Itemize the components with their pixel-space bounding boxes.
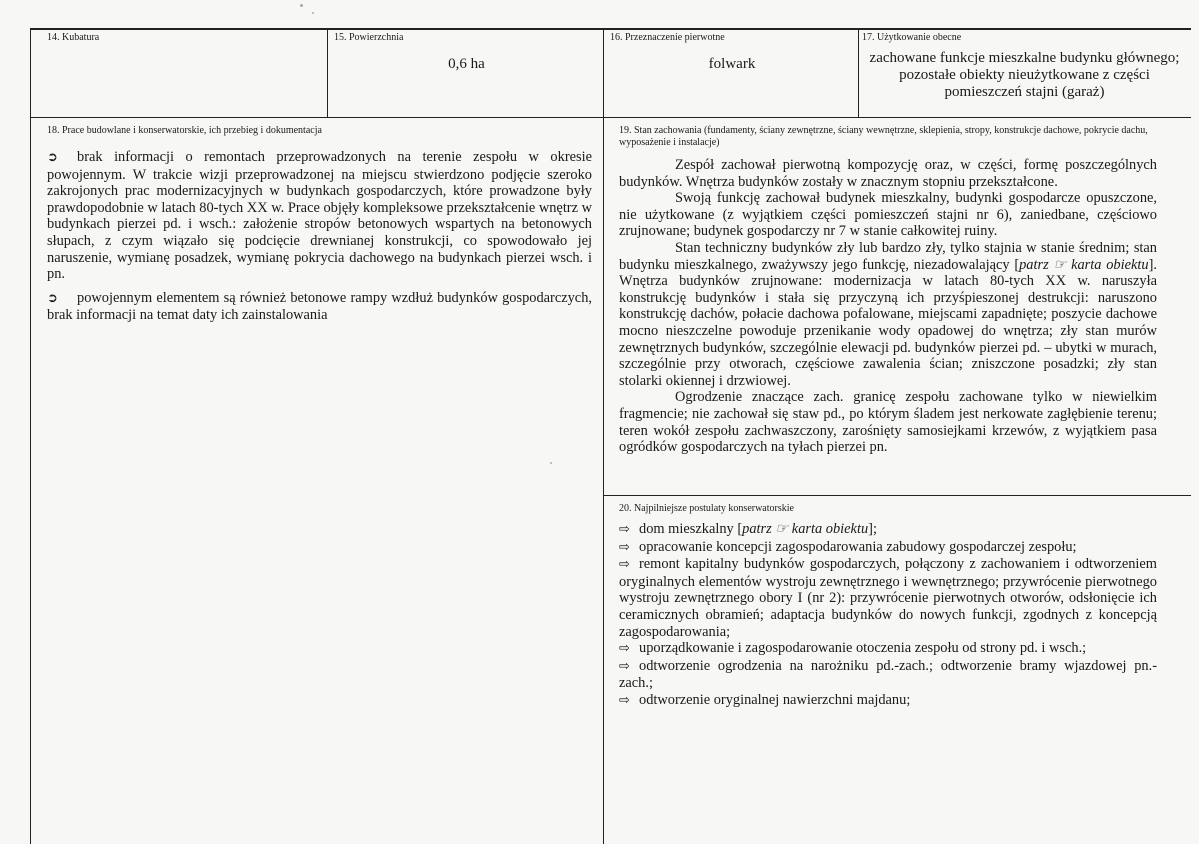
paragraph xyxy=(619,240,1157,389)
row-divider-2 xyxy=(603,495,1191,496)
paragraph: Zespół zachował pierwotną kompozycję oraz, w części, formę poszczególnych budynków. Wnętrza budynków zostały w znacznym stopniu przekształcone. xyxy=(619,157,1157,190)
field-16-original-purpose xyxy=(610,32,854,112)
circled-arrow-icon: ➲ xyxy=(47,150,58,165)
postulate-item xyxy=(619,658,1157,692)
postulate-item xyxy=(619,539,1157,557)
paragraph: Ogrodzenie znaczące zach. granicę zespołu zachowane tylko w niewielkim fragmencie; nie zachował się staw pd., po którym śladem jest nerkowate zagłębienie terenu; teren wokół zespołu zachwaszczony, zarośnięty samosiejkami krzewów, z wyjątkiem pasa ogródków gospodarczych na tyłach pierzei pn. xyxy=(619,389,1157,456)
column-divider-15 xyxy=(327,28,328,118)
field-17-value: zachowane funkcje mieszkalne budynku głównego; pozostałe obiekty nieużytkowane z części pomieszczeń stajni (garaż) xyxy=(869,50,1180,100)
field-15-value: 0,6 ha xyxy=(448,56,485,72)
list-item-text: powojennym elementem są również betonowe rampy wzdłuż budynków gospodarczych, brak informacji na temat daty ich zainstalowania xyxy=(47,289,592,324)
field-17-label: 17. Użytkowanie obecne xyxy=(862,32,962,43)
field-15-label: 15. Powierzchnia xyxy=(334,32,404,43)
postulate-text: odtworzenie oryginalnej nawierzchni majdanu; xyxy=(639,691,911,708)
field-19-label: 19. Stan zachowania (fundamenty, ściany zewnętrzne, ściany wewnętrzne, sklepienia, stropy, konstrukcje dachowe, pokrycie dachu, wyposażenie i instalacje) xyxy=(619,125,1148,148)
column-divider-main xyxy=(603,28,604,844)
outline-arrow-right-icon: ⇨ xyxy=(619,658,630,674)
list-item-text: brak informacji o remontach przeprowadzonych na terenie zespołu w okresie powojennym. W trakcie wizji przeprowadzonej na miejscu stwierdzono podjęcie szeroko zakrojonych prac modernizacyjnych w budynkach gospodarczych, które prowadzone były prawdopodobnie w latach 80-tych XX w. Prace objęły kompleksowe przekształcenie wnętrz w budynkach pierzei pd. i wsch.: założenie stropów betonowych wspartych na betonowych słupach, z czym wiązało się podcięcie drewnianej konstrukcji, co spowodowało jej naruszenie, wymianę posadzek, wymianę pokrycia dachowego na budynkach pierzei wsch. i pn. xyxy=(47,149,592,283)
field-18-content xyxy=(47,149,592,324)
card-reference: patrz ☞ karta obiektu xyxy=(742,521,869,537)
outline-arrow-right-icon: ⇨ xyxy=(619,522,630,537)
field-18-label: 18. Prace budowlane i konserwatorskie, ich przebieg i dokumentacja xyxy=(47,125,322,136)
row-divider-1 xyxy=(30,117,1191,118)
postulate-text: uporządkowanie i zagospodarowanie otoczenia zespołu od strony pd. i wsch.; xyxy=(639,640,1087,657)
postulate-text: ]; xyxy=(868,521,877,537)
paragraph: Swoją funkcję zachował budynek mieszkalny, budynki gospodarcze opuszczone, nie użytkowane (z wyjątkiem części pomieszczeń stajni nr 6), zaniedbane, częściowo zrujnowane; budynek gospodarczy nr 7 w stanie całkowitej ruiny. xyxy=(619,190,1157,240)
list-item xyxy=(47,290,592,324)
postulate-text: odtworzenie ogrodzenia na narożniku pd.-zach.; odtworzenie bramy wjazdowej pn.-zach.; xyxy=(619,657,1157,692)
field-20-postulates xyxy=(619,503,1157,833)
field-18-works xyxy=(47,125,592,495)
field-16-value: folwark xyxy=(708,56,756,72)
outline-arrow-right-icon: ⇨ xyxy=(619,692,630,708)
field-19-condition xyxy=(619,125,1157,490)
postulate-item xyxy=(619,521,1157,539)
paragraph-text: ]. Wnętrza budynków zrujnowane: modernizacja w latach 80-tych XX w. naruszyła konstrukcję budynków i stała się przyczyną ich przyśpieszonej destrukcji: naruszono konstrukcję dachów, połacie dachowa pofalowane, miejscami zapadnięte; poszycie dachowe mocno nieszczelne powoduje przenikanie wody opadowej do wnętrza; zły stan murów zewnętrznych budynków, szczególnie elewacji pd. budynków pierzei pd. – ubytki w murach, szczególnie przy otworach, częściowe zawalenia ścian; zniszczone posadzki; zły stan stolarki okiennej i drzwiowej. xyxy=(619,256,1157,389)
circled-arrow-icon: ➲ xyxy=(47,290,58,306)
scan-speck xyxy=(312,12,314,14)
postulate-item xyxy=(619,692,1157,710)
column-divider-17 xyxy=(858,28,859,118)
paragraph-text: Stan techniczny budynków zły lub bardzo zły, tylko stajnia w stanie średnim; stan budynku mieszkalnego, zważywszy jego funkcję, niezadowalający [ xyxy=(619,239,1157,273)
postulate-text: remont kapitalny budynków gospodarczych, połączony z zachowaniem i odtworzeniem oryginalnych elementów wystroju zewnętrznego i wewnętrznego; przywrócenie pierwotnego wystroju zewnętrznego obory I (nr 2): przywrócenie pierwotnych otworów, odsłonięcie ich ceramicznych obramień; adaptacja budynków do nowych funkcji, zgodnych z koncepcją zagospodarowania; xyxy=(619,556,1157,640)
field-17-current-use xyxy=(862,32,1187,114)
postulate-text: dom mieszkalny [ xyxy=(639,521,743,537)
field-16-label: 16. Przeznaczenie pierwotne xyxy=(610,32,725,43)
field-14-cubature xyxy=(47,32,322,112)
outline-arrow-right-icon: ⇨ xyxy=(619,641,630,657)
postulate-item xyxy=(619,556,1157,640)
field-15-area xyxy=(334,32,599,112)
field-19-content xyxy=(619,157,1157,456)
left-border xyxy=(30,28,31,844)
field-20-label: 20. Najpilniejsze postulaty konserwatorskie xyxy=(619,503,794,514)
postulate-item xyxy=(619,640,1157,658)
scan-speck xyxy=(300,4,303,7)
postulate-text: opracowanie koncepcji zagospodarowania zabudowy gospodarczej zespołu; xyxy=(639,538,1077,555)
card-reference: patrz ☞ karta obiektu xyxy=(1019,256,1149,273)
outline-arrow-right-icon: ⇨ xyxy=(619,539,630,555)
outline-arrow-right-icon: ⇨ xyxy=(619,557,630,573)
field-14-label: 14. Kubatura xyxy=(47,32,100,43)
list-item xyxy=(47,149,592,283)
field-20-list xyxy=(619,521,1157,710)
top-border xyxy=(30,28,1191,30)
